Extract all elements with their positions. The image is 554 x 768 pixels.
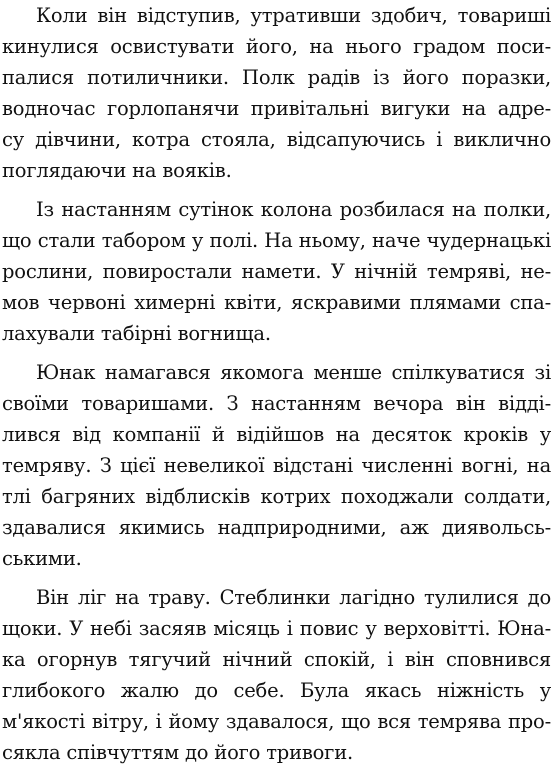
text-line: Коли він відступив, утративши здобич, товариші: [36, 4, 551, 27]
text-line: ськими.: [2, 547, 82, 570]
text-line: глибокого жалю до себе. Була якась ніжність у: [2, 679, 551, 702]
text-line: кинулися освистувати його, на нього градом поси-: [2, 35, 551, 58]
text-line: лахували табірні вогнища.: [2, 322, 271, 345]
text-line: Юнак намагався якомога менше спілкуватися зі: [36, 361, 551, 384]
text-line: що стали табором у полі. На ньому, наче чудернацькі: [2, 229, 551, 252]
text-line: Із настанням сутінок колона розбилася на полки,: [36, 198, 551, 221]
text-line: здавалися якимись надприродними, аж диявольсь-: [2, 516, 551, 539]
text-line: палися потиличники. Полк радів із його поразки,: [2, 66, 551, 89]
text-line: темряву. З цієї невеликої відстані численні вогні, на: [2, 454, 551, 477]
text-line: м'якості вітру, і йому здавалося, що вся темрява про-: [2, 710, 551, 733]
text-line: рослини, повиростали намети. У нічній темряві, не-: [2, 260, 551, 283]
text-line: су дівчини, котра стояла, відсапуючись і виклично: [2, 128, 551, 151]
text-line: водночас горлопанячи привітальні вигуки на адре-: [2, 97, 551, 120]
text-line: сякла співчуттям до його тривоги.: [2, 741, 353, 764]
text-line: ка огорнув тягучий нічний спокій, і він сповнився: [2, 648, 551, 671]
text-line: Він ліг на траву. Стеблинки лагідно тулилися до: [36, 586, 551, 609]
text-line: своїми товаришами. З настанням вечора він відді-: [2, 392, 551, 415]
text-line: тлі багряних відблисків котрих походжали солдати,: [2, 485, 551, 508]
text-line: поглядаючи на вояків.: [2, 159, 232, 182]
text-line: мов червоні химерні квіти, яскравими плямами спа-: [2, 291, 551, 314]
text-line: лився від компанії й відійшов на десяток кроків у: [2, 423, 551, 446]
text-line: щоки. У небі засяяв місяць і повис у верховітті. Юна-: [2, 617, 551, 640]
